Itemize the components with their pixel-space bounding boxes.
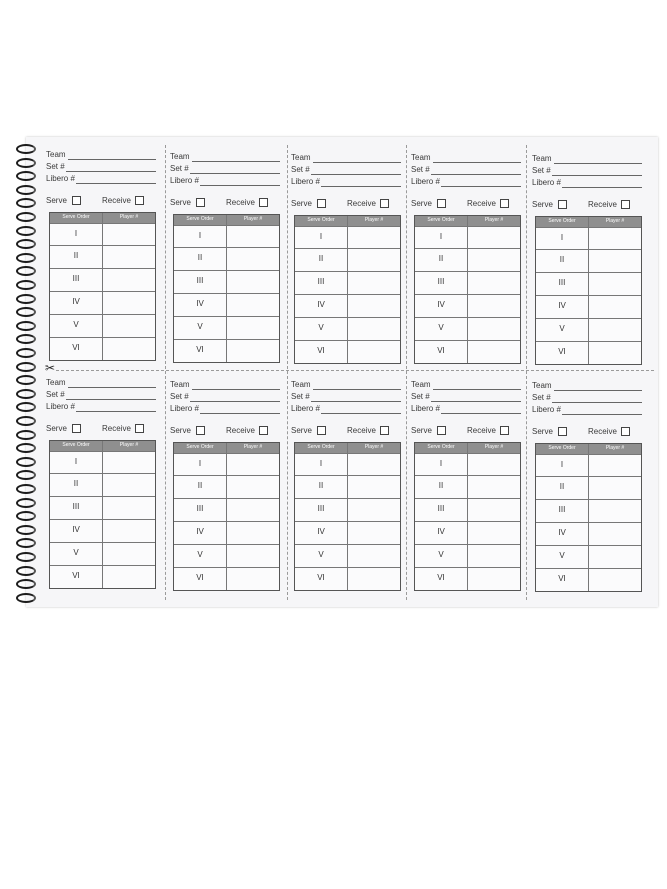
player-number-header: Player #	[243, 444, 263, 450]
rotation-label: I	[74, 229, 78, 238]
player-number-header: Player #	[605, 218, 625, 224]
rotation-label: IV	[72, 297, 80, 306]
libero-label: Libero #	[411, 177, 440, 186]
spiral-coil	[14, 497, 36, 506]
rotation-label: V	[559, 324, 565, 333]
receive-label: Receive	[102, 424, 131, 433]
spiral-coil	[14, 333, 36, 342]
column-divider	[467, 443, 468, 590]
column-divider	[347, 216, 348, 363]
spiral-coil	[14, 238, 36, 247]
spiral-coil	[14, 565, 36, 574]
libero-label: Libero #	[532, 405, 561, 414]
rotation-label: I	[560, 233, 564, 242]
rotation-label: V	[73, 548, 79, 557]
receive-checkbox[interactable]	[259, 198, 268, 207]
player-number-header: Player #	[119, 214, 139, 220]
rotation-label: IV	[558, 301, 566, 310]
rotation-label: VI	[196, 345, 204, 354]
serve-receive-row	[532, 427, 644, 439]
libero-line	[200, 413, 280, 414]
receive-checkbox[interactable]	[621, 200, 630, 209]
team-field[interactable]	[532, 154, 644, 166]
receive-checkbox[interactable]	[135, 196, 144, 205]
rotation-label: I	[439, 232, 443, 241]
receive-label: Receive	[347, 426, 376, 435]
lineup-table	[49, 212, 156, 361]
set-field[interactable]	[46, 162, 158, 174]
serve-receive-row	[532, 200, 644, 212]
team-field[interactable]	[411, 380, 523, 392]
rotation-label: II	[318, 254, 324, 263]
serve-order-header: Serve Order	[548, 445, 576, 451]
player-number-header: Player #	[243, 216, 263, 222]
receive-checkbox[interactable]	[621, 427, 630, 436]
receive-label: Receive	[467, 199, 496, 208]
set-label: Set #	[411, 165, 430, 174]
libero-label: Libero #	[46, 174, 75, 183]
spiral-coil	[14, 469, 36, 478]
spiral-coil	[14, 537, 36, 546]
team-line	[554, 163, 642, 164]
set-label: Set #	[532, 166, 551, 175]
receive-checkbox[interactable]	[135, 424, 144, 433]
lineup-card	[532, 381, 640, 603]
spiral-coil	[14, 415, 36, 424]
libero-line	[321, 413, 401, 414]
serve-receive-row	[46, 424, 158, 436]
player-number-header: Player #	[605, 445, 625, 451]
set-field[interactable]	[411, 165, 523, 177]
set-label: Set #	[411, 392, 430, 401]
spiral-coil	[14, 592, 36, 601]
player-number-header: Player #	[119, 442, 139, 448]
receive-checkbox[interactable]	[500, 426, 509, 435]
libero-label: Libero #	[46, 402, 75, 411]
rotation-label: VI	[317, 573, 325, 582]
set-label: Set #	[46, 390, 65, 399]
spiral-coil	[14, 320, 36, 329]
team-field[interactable]	[411, 153, 523, 165]
rotation-label: III	[72, 502, 80, 511]
column-divider	[226, 443, 227, 590]
rotation-label: II	[73, 479, 79, 488]
spiral-coil	[14, 483, 36, 492]
rotation-label: IV	[317, 300, 325, 309]
libero-field[interactable]	[170, 176, 282, 188]
libero-line	[441, 413, 521, 414]
spiral-coil	[14, 279, 36, 288]
lineup-table	[535, 216, 642, 365]
team-field[interactable]	[46, 150, 158, 162]
rotation-label: III	[437, 504, 445, 513]
team-label: Team	[46, 378, 66, 387]
team-label: Team	[411, 380, 431, 389]
libero-label: Libero #	[291, 177, 320, 186]
column-divider	[588, 217, 589, 364]
libero-field[interactable]	[411, 404, 523, 416]
rotation-label: II	[73, 251, 79, 260]
rotation-label: VI	[437, 573, 445, 582]
rotation-label: IV	[196, 299, 204, 308]
receive-checkbox[interactable]	[380, 199, 389, 208]
team-line	[192, 161, 280, 162]
rotation-label: II	[438, 254, 444, 263]
spiral-coil	[14, 510, 36, 519]
spiral-coil	[14, 197, 36, 206]
rotation-label: III	[437, 277, 445, 286]
lineup-card	[170, 380, 278, 602]
lineup-card	[291, 153, 399, 375]
rotation-label: IV	[196, 527, 204, 536]
serve-order-header: Serve Order	[62, 442, 90, 448]
rotation-label: V	[438, 550, 444, 559]
set-field[interactable]	[46, 390, 158, 402]
rotation-label: VI	[437, 346, 445, 355]
team-field[interactable]	[532, 381, 644, 393]
rotation-label: II	[197, 481, 203, 490]
rotation-label: III	[317, 504, 325, 513]
set-field[interactable]	[170, 392, 282, 404]
set-label: Set #	[46, 162, 65, 171]
rotation-label: I	[319, 459, 323, 468]
libero-line	[200, 185, 280, 186]
spiral-coil	[14, 374, 36, 383]
serve-checkbox[interactable]	[317, 199, 326, 208]
rotation-label: I	[439, 459, 443, 468]
rotation-label: V	[73, 320, 79, 329]
libero-field[interactable]	[532, 405, 644, 417]
rotation-label: IV	[437, 300, 445, 309]
libero-line	[321, 186, 401, 187]
rotation-label: V	[438, 323, 444, 332]
serve-checkbox[interactable]	[317, 426, 326, 435]
player-number-header: Player #	[364, 217, 384, 223]
lineup-table	[294, 442, 401, 591]
receive-checkbox[interactable]	[259, 426, 268, 435]
receive-label: Receive	[588, 200, 617, 209]
vertical-cut-line	[165, 145, 166, 600]
set-line	[190, 173, 280, 174]
set-line	[431, 401, 521, 402]
libero-line	[76, 411, 156, 412]
rotation-label: II	[318, 481, 324, 490]
set-label: Set #	[170, 164, 189, 173]
rotation-label: VI	[317, 346, 325, 355]
set-field[interactable]	[532, 166, 644, 178]
receive-checkbox[interactable]	[500, 199, 509, 208]
lineup-card	[532, 154, 640, 376]
receive-label: Receive	[226, 426, 255, 435]
set-line	[311, 401, 401, 402]
rotation-label: V	[559, 551, 565, 560]
rotation-label: VI	[72, 571, 80, 580]
team-label: Team	[170, 152, 190, 161]
vertical-cut-line	[406, 145, 407, 600]
libero-field[interactable]	[46, 402, 158, 414]
spiral-coil	[14, 184, 36, 193]
team-label: Team	[170, 380, 190, 389]
team-field[interactable]	[291, 380, 403, 392]
player-number-header: Player #	[484, 217, 504, 223]
rotation-label: I	[198, 231, 202, 240]
spiral-coil	[14, 293, 36, 302]
serve-receive-row	[411, 199, 523, 211]
serve-checkbox[interactable]	[72, 424, 81, 433]
lineup-card	[291, 380, 399, 602]
libero-field[interactable]	[291, 404, 403, 416]
team-line	[433, 162, 521, 163]
receive-label: Receive	[588, 427, 617, 436]
team-field[interactable]	[291, 153, 403, 165]
receive-label: Receive	[467, 426, 496, 435]
column-divider	[588, 444, 589, 591]
lineup-table	[49, 440, 156, 589]
spiral-coil	[14, 170, 36, 179]
rotation-label: V	[197, 550, 203, 559]
spiral-coil	[14, 524, 36, 533]
serve-receive-row	[291, 199, 403, 211]
lineup-table	[173, 442, 280, 591]
serve-label: Serve	[291, 426, 312, 435]
set-line	[66, 399, 156, 400]
vertical-cut-line	[287, 145, 288, 600]
rotation-label: III	[558, 278, 566, 287]
serve-label: Serve	[170, 426, 191, 435]
team-line	[554, 390, 642, 391]
serve-checkbox[interactable]	[437, 199, 446, 208]
serve-label: Serve	[411, 199, 432, 208]
libero-line	[441, 186, 521, 187]
lineup-card	[45, 150, 154, 375]
spiral-coil	[14, 157, 36, 166]
libero-label: Libero #	[170, 404, 199, 413]
lineup-card	[411, 153, 519, 375]
serve-checkbox[interactable]	[196, 198, 205, 207]
serve-label: Serve	[46, 424, 67, 433]
libero-field[interactable]	[46, 174, 158, 186]
lineup-card	[411, 380, 519, 602]
lineup-card	[170, 152, 278, 374]
serve-order-header: Serve Order	[307, 217, 335, 223]
libero-field[interactable]	[411, 177, 523, 189]
lineup-table	[294, 215, 401, 364]
rotation-label: VI	[72, 343, 80, 352]
spiral-coil	[14, 551, 36, 560]
set-line	[66, 171, 156, 172]
serve-label: Serve	[291, 199, 312, 208]
rotation-label: I	[74, 457, 78, 466]
serve-label: Serve	[46, 196, 67, 205]
set-field[interactable]	[291, 165, 403, 177]
lineup-card	[46, 378, 154, 600]
spiral-coil	[14, 347, 36, 356]
serve-label: Serve	[532, 427, 553, 436]
libero-label: Libero #	[291, 404, 320, 413]
set-field[interactable]	[411, 392, 523, 404]
rotation-label: II	[559, 482, 565, 491]
serve-receive-row	[46, 196, 158, 208]
vertical-cut-line	[526, 145, 527, 600]
rotation-label: III	[196, 276, 204, 285]
spiral-coil	[14, 306, 36, 315]
libero-label: Libero #	[170, 176, 199, 185]
libero-field[interactable]	[532, 178, 644, 190]
serve-receive-row	[170, 198, 282, 210]
set-label: Set #	[170, 392, 189, 401]
rotation-label: IV	[72, 525, 80, 534]
libero-field[interactable]	[291, 177, 403, 189]
set-label: Set #	[532, 393, 551, 402]
rotation-label: VI	[196, 573, 204, 582]
team-line	[192, 389, 280, 390]
rotation-label: II	[559, 255, 565, 264]
rotation-label: II	[438, 481, 444, 490]
serve-checkbox[interactable]	[558, 200, 567, 209]
rotation-label: III	[558, 505, 566, 514]
rotation-label: II	[197, 253, 203, 262]
rotation-label: III	[317, 277, 325, 286]
team-line	[313, 162, 401, 163]
serve-checkbox[interactable]	[437, 426, 446, 435]
team-line	[68, 387, 156, 388]
column-divider	[226, 215, 227, 362]
spiral-binding	[14, 137, 38, 607]
team-field[interactable]	[46, 378, 158, 390]
serve-label: Serve	[170, 198, 191, 207]
column-divider	[102, 213, 103, 360]
spiral-coil	[14, 143, 36, 152]
receive-label: Receive	[347, 199, 376, 208]
team-label: Team	[291, 380, 311, 389]
libero-label: Libero #	[411, 404, 440, 413]
serve-order-header: Serve Order	[186, 216, 214, 222]
spiral-coil	[14, 252, 36, 261]
spiral-coil	[14, 388, 36, 397]
libero-line	[562, 414, 642, 415]
spiral-coil	[14, 265, 36, 274]
receive-label: Receive	[102, 196, 131, 205]
serve-checkbox[interactable]	[72, 196, 81, 205]
spiral-coil	[14, 578, 36, 587]
set-line	[431, 174, 521, 175]
set-field[interactable]	[170, 164, 282, 176]
lineup-table	[414, 442, 521, 591]
set-line	[190, 401, 280, 402]
rotation-label: III	[196, 504, 204, 513]
serve-checkbox[interactable]	[558, 427, 567, 436]
spiral-coil	[14, 211, 36, 220]
set-line	[552, 175, 642, 176]
rotation-label: V	[318, 550, 324, 559]
serve-receive-row	[170, 426, 282, 438]
column-divider	[467, 216, 468, 363]
lineup-table	[535, 443, 642, 592]
libero-line	[562, 187, 642, 188]
rotation-label: IV	[437, 527, 445, 536]
serve-label: Serve	[532, 200, 553, 209]
column-divider	[102, 441, 103, 588]
team-label: Team	[46, 150, 66, 159]
player-number-header: Player #	[484, 444, 504, 450]
spiral-coil	[14, 456, 36, 465]
rotation-label: IV	[317, 527, 325, 536]
libero-line	[76, 183, 156, 184]
set-line	[311, 174, 401, 175]
lineup-table	[173, 214, 280, 363]
spiral-coil	[14, 442, 36, 451]
serve-order-header: Serve Order	[186, 444, 214, 450]
team-field[interactable]	[170, 380, 282, 392]
serve-receive-row	[411, 426, 523, 438]
rotation-label: IV	[558, 528, 566, 537]
serve-order-header: Serve Order	[548, 218, 576, 224]
serve-receive-row	[291, 426, 403, 438]
team-field[interactable]	[170, 152, 282, 164]
team-label: Team	[532, 154, 552, 163]
serve-order-header: Serve Order	[427, 217, 455, 223]
rotation-label: V	[197, 322, 203, 331]
team-label: Team	[532, 381, 552, 390]
spiral-coil	[14, 225, 36, 234]
serve-order-header: Serve Order	[307, 444, 335, 450]
spiral-coil	[14, 361, 36, 370]
team-label: Team	[291, 153, 311, 162]
team-label: Team	[411, 153, 431, 162]
receive-label: Receive	[226, 198, 255, 207]
spiral-coil	[14, 401, 36, 410]
lineup-table	[414, 215, 521, 364]
libero-field[interactable]	[170, 404, 282, 416]
set-label: Set #	[291, 165, 310, 174]
rotation-label: VI	[558, 574, 566, 583]
rotation-label: I	[319, 232, 323, 241]
serve-order-header: Serve Order	[62, 214, 90, 220]
set-line	[552, 402, 642, 403]
column-divider	[347, 443, 348, 590]
spiral-coil	[14, 429, 36, 438]
rotation-label: III	[72, 274, 80, 283]
receive-checkbox[interactable]	[380, 426, 389, 435]
scissors-icon: ✂	[45, 361, 56, 375]
set-field[interactable]	[532, 393, 644, 405]
rotation-label: V	[318, 323, 324, 332]
rotation-label: VI	[558, 347, 566, 356]
libero-label: Libero #	[532, 178, 561, 187]
team-line	[433, 389, 521, 390]
serve-checkbox[interactable]	[196, 426, 205, 435]
team-line	[68, 159, 156, 160]
rotation-label: I	[560, 460, 564, 469]
serve-order-header: Serve Order	[427, 444, 455, 450]
set-label: Set #	[291, 392, 310, 401]
team-line	[313, 389, 401, 390]
player-number-header: Player #	[364, 444, 384, 450]
rotation-label: I	[198, 459, 202, 468]
set-field[interactable]	[291, 392, 403, 404]
serve-label: Serve	[411, 426, 432, 435]
